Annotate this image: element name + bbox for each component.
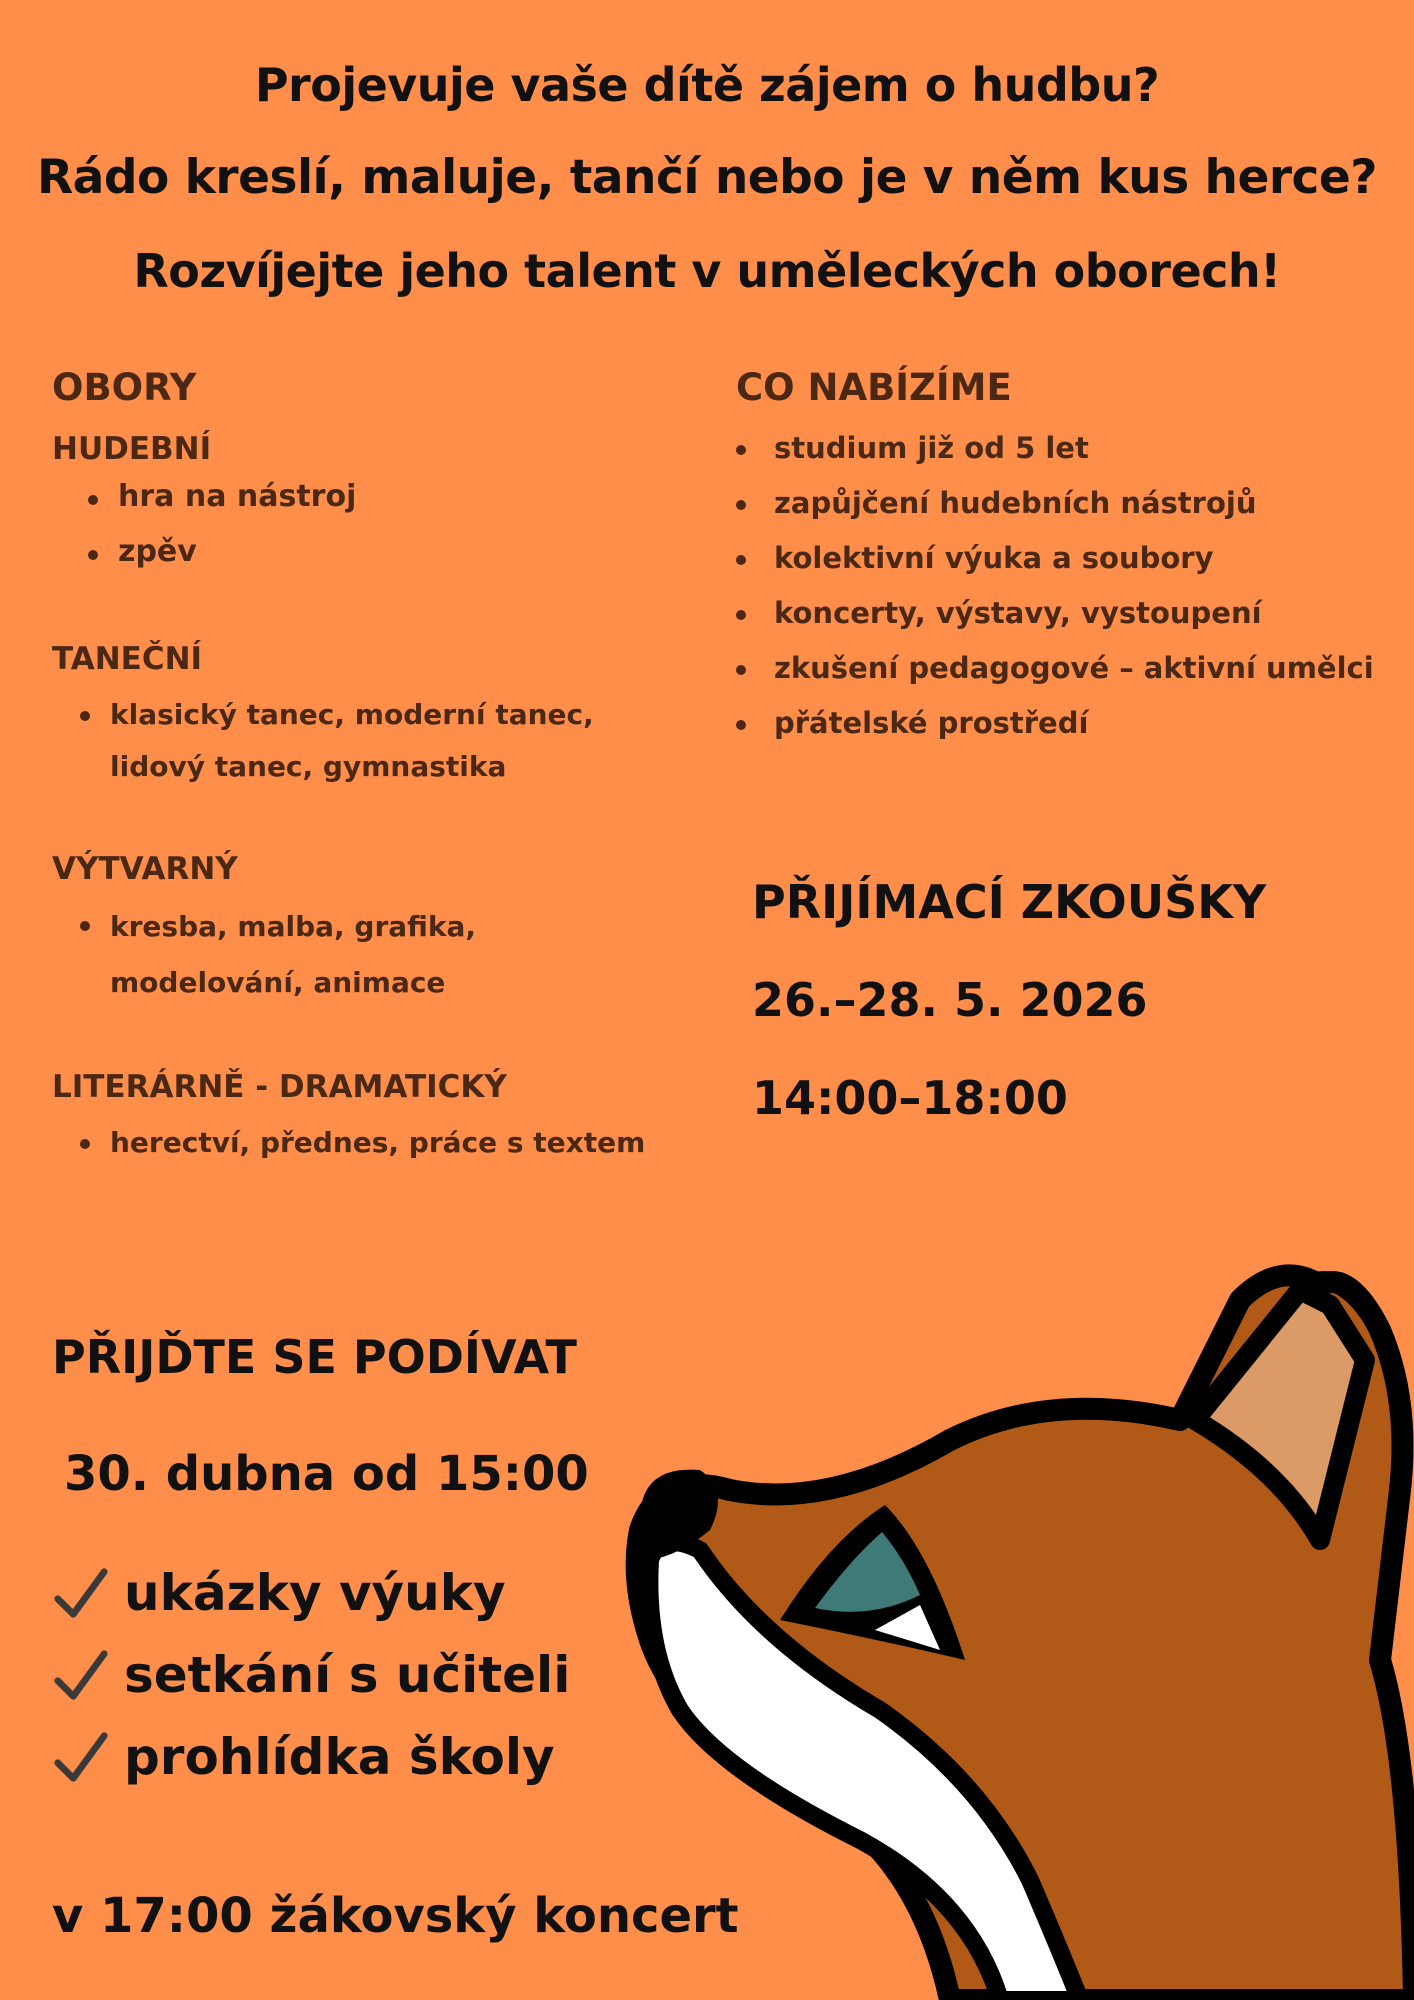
list-item-line: klasický tanec, moderní tanec, <box>110 698 594 731</box>
check-item-label: setkání s učiteli <box>124 1646 571 1704</box>
visit-section <box>52 1330 589 1810</box>
check-item <box>52 1728 589 1786</box>
list-item: kolektivní výuka a soubory <box>736 541 1396 575</box>
check-item-label: ukázky výuky <box>124 1564 506 1622</box>
check-item-label: prohlídka školy <box>124 1728 555 1786</box>
obor-vytvarny-title: VÝTVARNÝ <box>52 851 238 887</box>
nabidka-section <box>736 366 1396 761</box>
list-item: zkušení pedagogové – aktivní umělci <box>736 651 1396 685</box>
checkmark-icon <box>52 1646 110 1704</box>
check-item <box>52 1646 589 1704</box>
checkmark-icon <box>52 1728 110 1786</box>
headline-line-1: Projevuje vaše dítě zájem o hudbu? <box>254 58 1160 112</box>
list-item <box>52 899 692 1011</box>
list-item-line: modelování, animace <box>110 966 446 999</box>
list-item: zapůjčení hudebních nástrojů <box>736 486 1396 520</box>
obor-hudebni <box>52 431 692 569</box>
obor-tanecni <box>52 641 692 793</box>
fox-illustration <box>620 1240 1414 2000</box>
list-item: přátelské prostředí <box>736 706 1396 740</box>
visit-date: 30. dubna od 15:00 <box>64 1446 589 1502</box>
obor-vytvarny <box>52 851 692 1011</box>
nabidka-title: CO NABÍZÍME <box>736 366 1012 409</box>
exam-date: 26.–28. 5. 2026 <box>752 973 1148 1027</box>
list-item <box>52 689 692 793</box>
obory-title: OBORY <box>52 366 197 409</box>
obor-literarne-dramaticky <box>52 1069 692 1169</box>
exam-time: 14:00–18:00 <box>752 1071 1068 1125</box>
list-item: studium již od 5 let <box>736 431 1396 465</box>
check-item <box>52 1564 589 1622</box>
exam-section <box>752 875 1266 1169</box>
list-item: herectví, přednes, práce s textem <box>52 1117 692 1169</box>
headline-line-2: Rádo kreslí, maluje, tančí nebo je v něm kus herce? <box>36 150 1378 205</box>
list-item: zpěv <box>52 534 692 569</box>
obor-tanecni-title: TANEČNÍ <box>52 641 203 677</box>
list-item-line: kresba, malba, grafika, <box>110 910 477 943</box>
headline-line-3: Rozvíjejte jeho talent v uměleckých oborech! <box>133 244 1281 298</box>
obor-literarne-title: LITERÁRNĚ - DRAMATICKÝ <box>52 1069 507 1105</box>
obor-hudebni-title: HUDEBNÍ <box>52 431 212 467</box>
exam-title: PŘIJÍMACÍ ZKOUŠKY <box>752 875 1267 929</box>
list-item-line: lidový tanec, gymnastika <box>110 750 507 783</box>
list-item: hra na nástroj <box>52 479 692 514</box>
obory-section <box>52 366 692 1227</box>
concert-note: v 17:00 žákovský koncert <box>52 1888 739 1944</box>
visit-title: PŘIJĎTE SE PODÍVAT <box>52 1330 577 1384</box>
list-item: koncerty, výstavy, vystoupení <box>736 596 1396 630</box>
checkmark-icon <box>52 1564 110 1622</box>
